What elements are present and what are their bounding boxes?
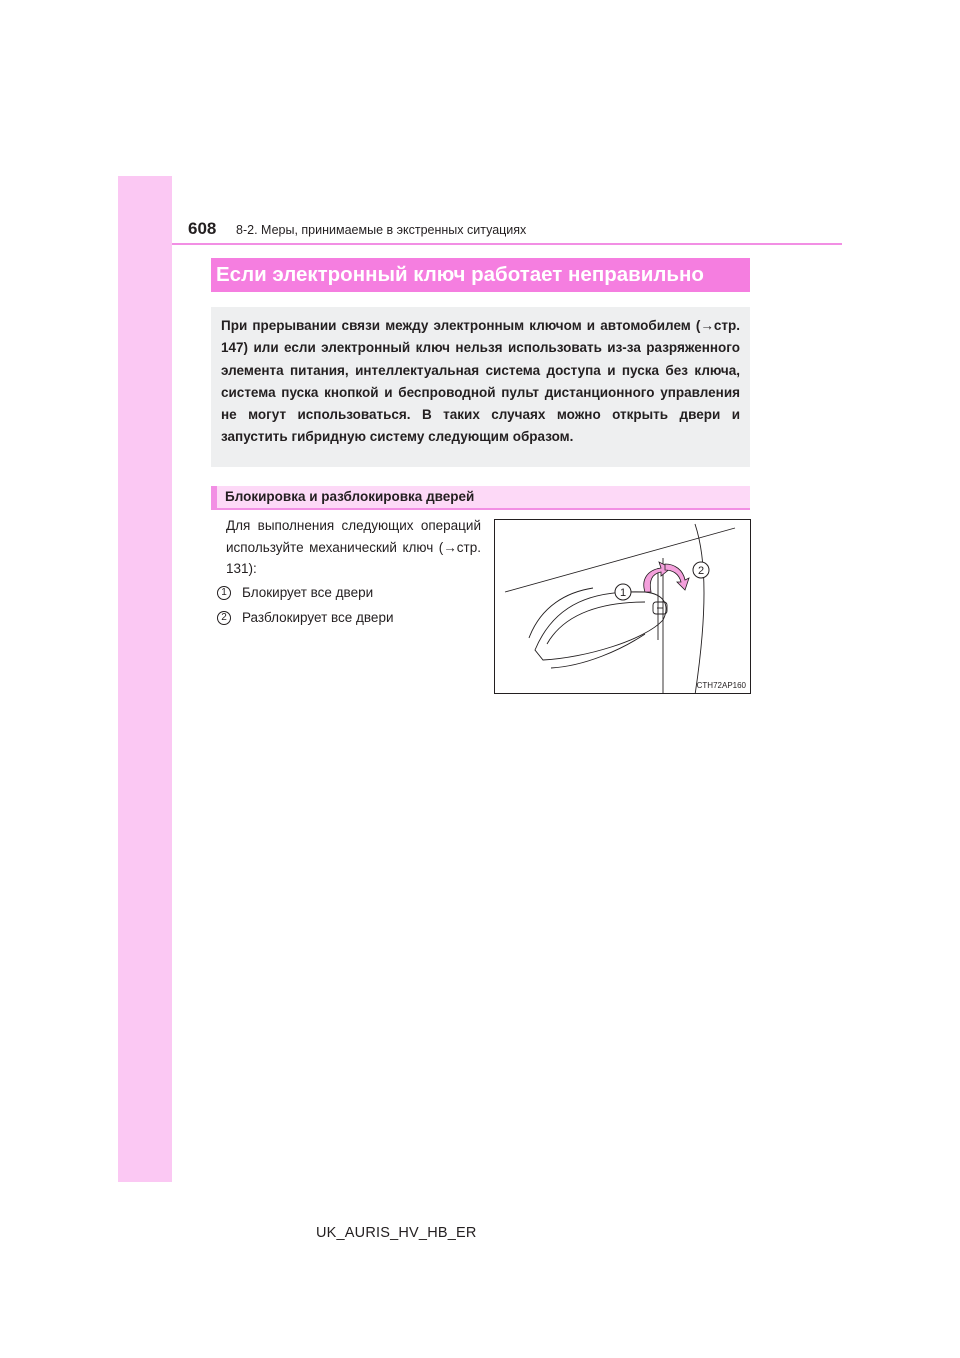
- header-divider: [172, 243, 842, 245]
- instruction-text: Для выполнения следующих операций используйте механический ключ (→стр. 131):: [226, 518, 481, 576]
- callout-2-label: 2: [697, 565, 705, 577]
- subsection-title: Блокировка и разблокировка дверей: [211, 486, 750, 510]
- intro-box: При прерывании связи между электронным ключом и автомобилем (→стр. 147) или если электронный ключ нельзя использовать из-за разряженного элемента питания, интеллектуальная система доступа и пуска без ключа, система пуска кнопкой и беспроводной пульт дистанционного управления не могут использоваться. В таких случаях можно открыть двери и запустить гибридную систему следующим образом.: [211, 307, 750, 467]
- step-text-2: Разблокирует все двери: [242, 610, 394, 625]
- callout-1-label: 1: [619, 587, 627, 599]
- step-item-1: [217, 585, 373, 600]
- step-number-2-icon: 2: [217, 611, 231, 625]
- step-text-1: Блокирует все двери: [242, 585, 374, 600]
- document-code-footer: UK_AURIS_HV_HB_ER: [316, 1225, 477, 1241]
- step-number-1-icon: 1: [217, 586, 231, 600]
- step-item-2: [217, 610, 394, 625]
- page-number: 608: [188, 219, 217, 238]
- section-heading: 8-2. Меры, принимаемые в экстренных ситуациях: [236, 223, 527, 237]
- door-handle-drawing: [495, 520, 751, 694]
- figure-code: CTH72AP160: [696, 681, 746, 690]
- side-color-strip: [118, 176, 172, 1182]
- door-handle-illustration: [494, 519, 751, 694]
- page-title: Если электронный ключ работает неправильно: [211, 258, 750, 292]
